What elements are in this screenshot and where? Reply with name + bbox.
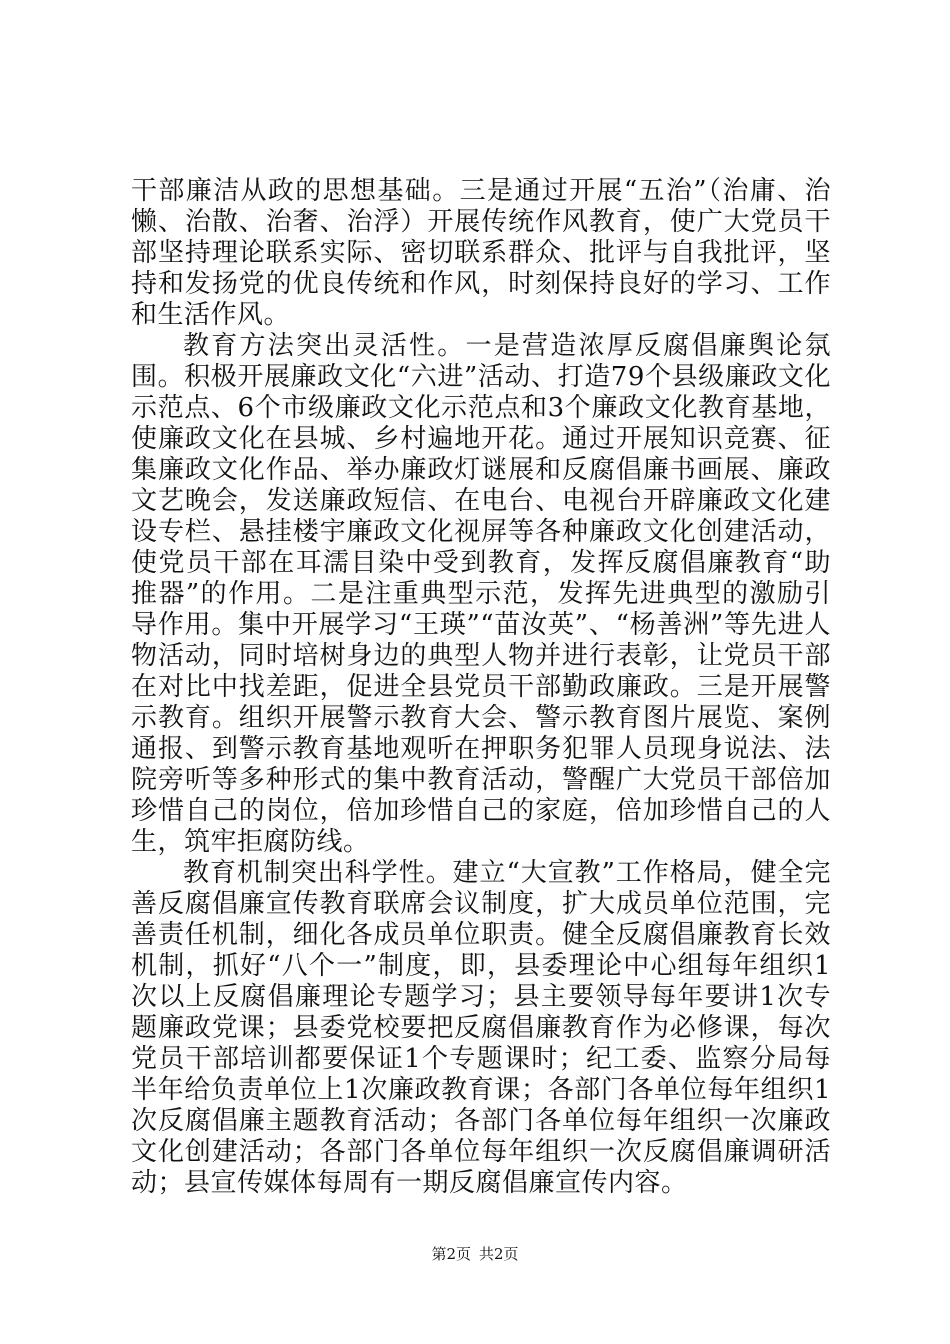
paragraph-education-methods: 教育方法突出灵活性。一是营造浓厚反腐倡廉舆论氛围。积极开展廉政文化“六进”活动、打造79个县级廉政文化示范点、6个市级廉政文化示范点和3个廉政文化教育基地，使廉政文化在县城、乡村遍地开花。通过开展知识竞赛、征集廉政文化作品、举办廉政灯谜展和反腐倡廉书画展、廉政文艺晚会，发送廉政短信、在电台、电视台开辟廉政文化建设专栏、悬挂楼宇廉政文化视屏等各种廉政文化创建活动，使党员干部在耳濡目染中受到教育，发挥反腐倡廉教育“助推器”的作用。二是注重典型示范，发挥先进典型的激励引导作用。集中开展学习“王瑛”“苗汝英”、“杨善洲”等先进人物活动，同时培树身边的典型人物并进行表彰，让党员干部在对比中找差距，促进全县党员干部勤政廉政。三是开展警示教育。组织开展警示教育大会、警示教育图片展览、案例通报、到警示教育基地观听在押职务犯罪人员现身说法、法院旁听等多种形式的集中教育活动，警醒广大党员干部倍加珍惜自己的岗位，倍加珍惜自己的家庭，倍加珍惜自己的人生，筑牢拒腐防线。 [131, 331, 831, 857]
page-total: 共2页 [479, 1245, 519, 1263]
paragraph-education-mechanism: 教育机制突出科学性。建立“大宣教”工作格局，健全完善反腐倡廉宣传教育联席会议制度，扩大成员单位范围，完善责任机制，细化各成员单位职责。健全反腐倡廉教育长效机制，抓好“八个一”制度，即，县委理论中心组每年组织1次以上反腐倡廉理论专题学习；县主要领导每年要讲1次专题廉政党课；县委党校要把反腐倡廉教育作为必修课，每次党员干部培训都要保证1个专题课时；纪工委、监察分局每半年给负责单位上1次廉政教育课；各部门各单位每年组织1次反腐倡廉主题教育活动；各部门各单位每年组织一次廉政文化创建活动；各部门各单位每年组织一次反腐倡廉调研活动；县宣传媒体每周有一期反腐倡廉宣传内容。 [131, 858, 831, 1198]
document-body [131, 176, 831, 1199]
page-footer [0, 1244, 950, 1264]
paragraph-continuation: 干部廉洁从政的思想基础。三是通过开展“五治”（治庸、治懒、治散、治奢、治浮）开展传统作风教育，使广大党员干部坚持理论联系实际、密切联系群众、批评与自我批评，坚持和发扬党的优良传统和作风，时刻保持良好的学习、工作和生活作风。 [131, 176, 831, 330]
page-number: 第2页 [431, 1245, 471, 1263]
